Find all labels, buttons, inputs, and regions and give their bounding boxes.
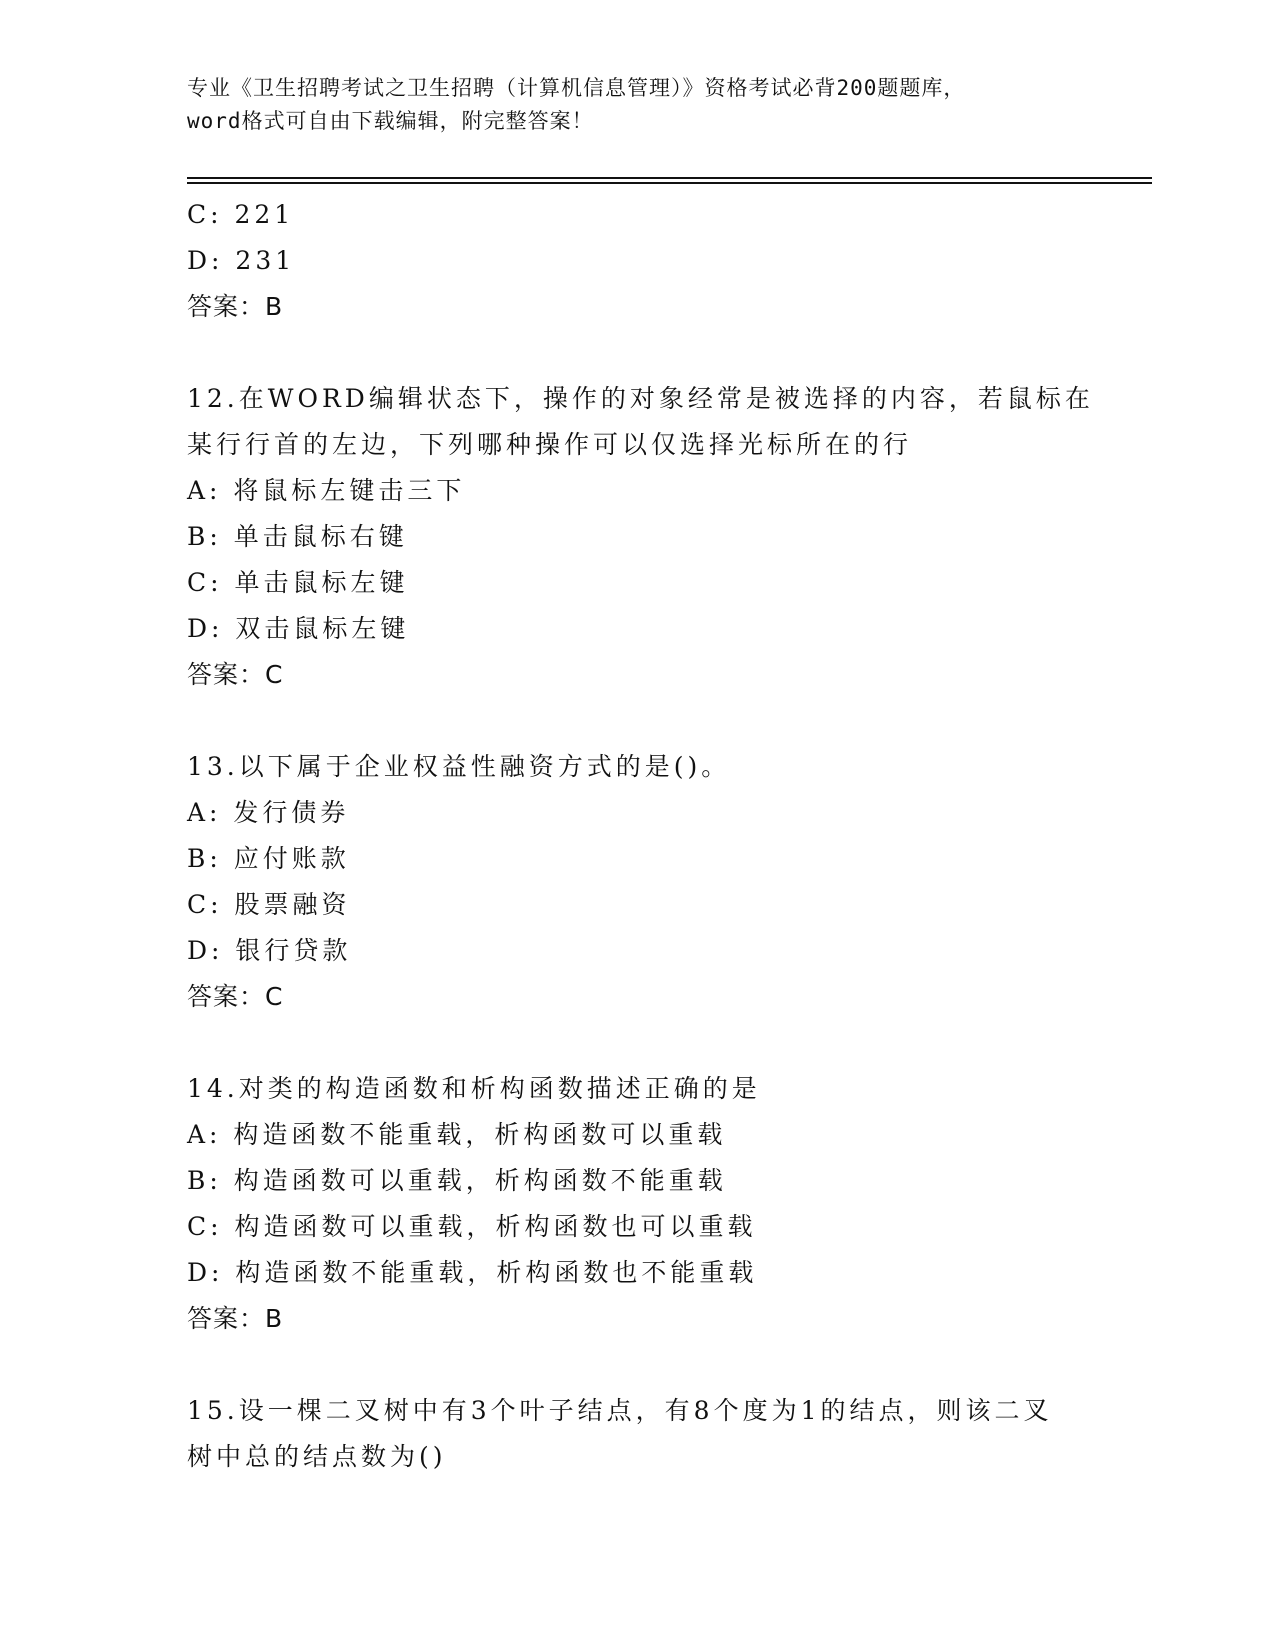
question-stem-line-1: 15.设一棵二叉树中有3个叶子结点，有8个度为1的结点，则该二叉 <box>187 1396 1053 1425</box>
question-stem: 14.对类的构造函数和析构函数描述正确的是 <box>187 1074 761 1103</box>
question-15 <box>187 1388 1087 1480</box>
option-d: D: 双击鼠标左键 <box>187 614 410 643</box>
question-stem-line-2: 某行行首的左边，下列哪种操作可以仅选择光标所在的行 <box>187 430 913 459</box>
question-13 <box>187 744 1087 1020</box>
answer-line: 答案：B <box>187 292 284 321</box>
option-c: C: 构造函数可以重载，析构函数也可以重载 <box>187 1212 757 1241</box>
header-title-line-1: 专业《卫生招聘考试之卫生招聘（计算机信息管理）》资格考试必背200题题库， <box>187 76 966 100</box>
answer-line: 答案：B <box>187 1304 284 1333</box>
header-title-line-2: word格式可自由下载编辑，附完整答案！ <box>187 109 594 133</box>
option-b: B: 应付账款 <box>187 844 350 873</box>
header-divider-top <box>187 177 1152 179</box>
option-c: C: 股票融资 <box>187 890 351 919</box>
document-header <box>187 72 1087 138</box>
answer-line: 答案：C <box>187 982 284 1011</box>
option-a: A: 发行债券 <box>187 798 350 827</box>
option-d: D: 银行贷款 <box>187 936 352 965</box>
option-b: B: 构造函数可以重载，析构函数不能重载 <box>187 1166 727 1195</box>
question-stem-line-1: 12.在WORD编辑状态下，操作的对象经常是被选择的内容，若鼠标在 <box>187 384 1094 413</box>
option-c: C: 单击鼠标左键 <box>187 568 409 597</box>
option-b: B: 单击鼠标右键 <box>187 522 408 551</box>
question-stem-line-2: 树中总的结点数为() <box>187 1442 447 1471</box>
option-a: A: 将鼠标左键击三下 <box>187 476 466 505</box>
option-d: D: 构造函数不能重载，析构函数也不能重载 <box>187 1258 758 1287</box>
question-11-tail <box>187 192 1087 330</box>
question-stem: 13.以下属于企业权益性融资方式的是()。 <box>187 752 731 781</box>
option-a: A: 构造函数不能重载，析构函数可以重载 <box>187 1120 727 1149</box>
question-14 <box>187 1066 1087 1342</box>
answer-line: 答案：C <box>187 660 284 689</box>
option-c: C: 221 <box>187 200 295 229</box>
option-d: D: 231 <box>187 246 296 275</box>
question-12 <box>187 376 1094 698</box>
header-divider-bottom <box>187 182 1152 184</box>
question-list <box>187 192 1094 1480</box>
